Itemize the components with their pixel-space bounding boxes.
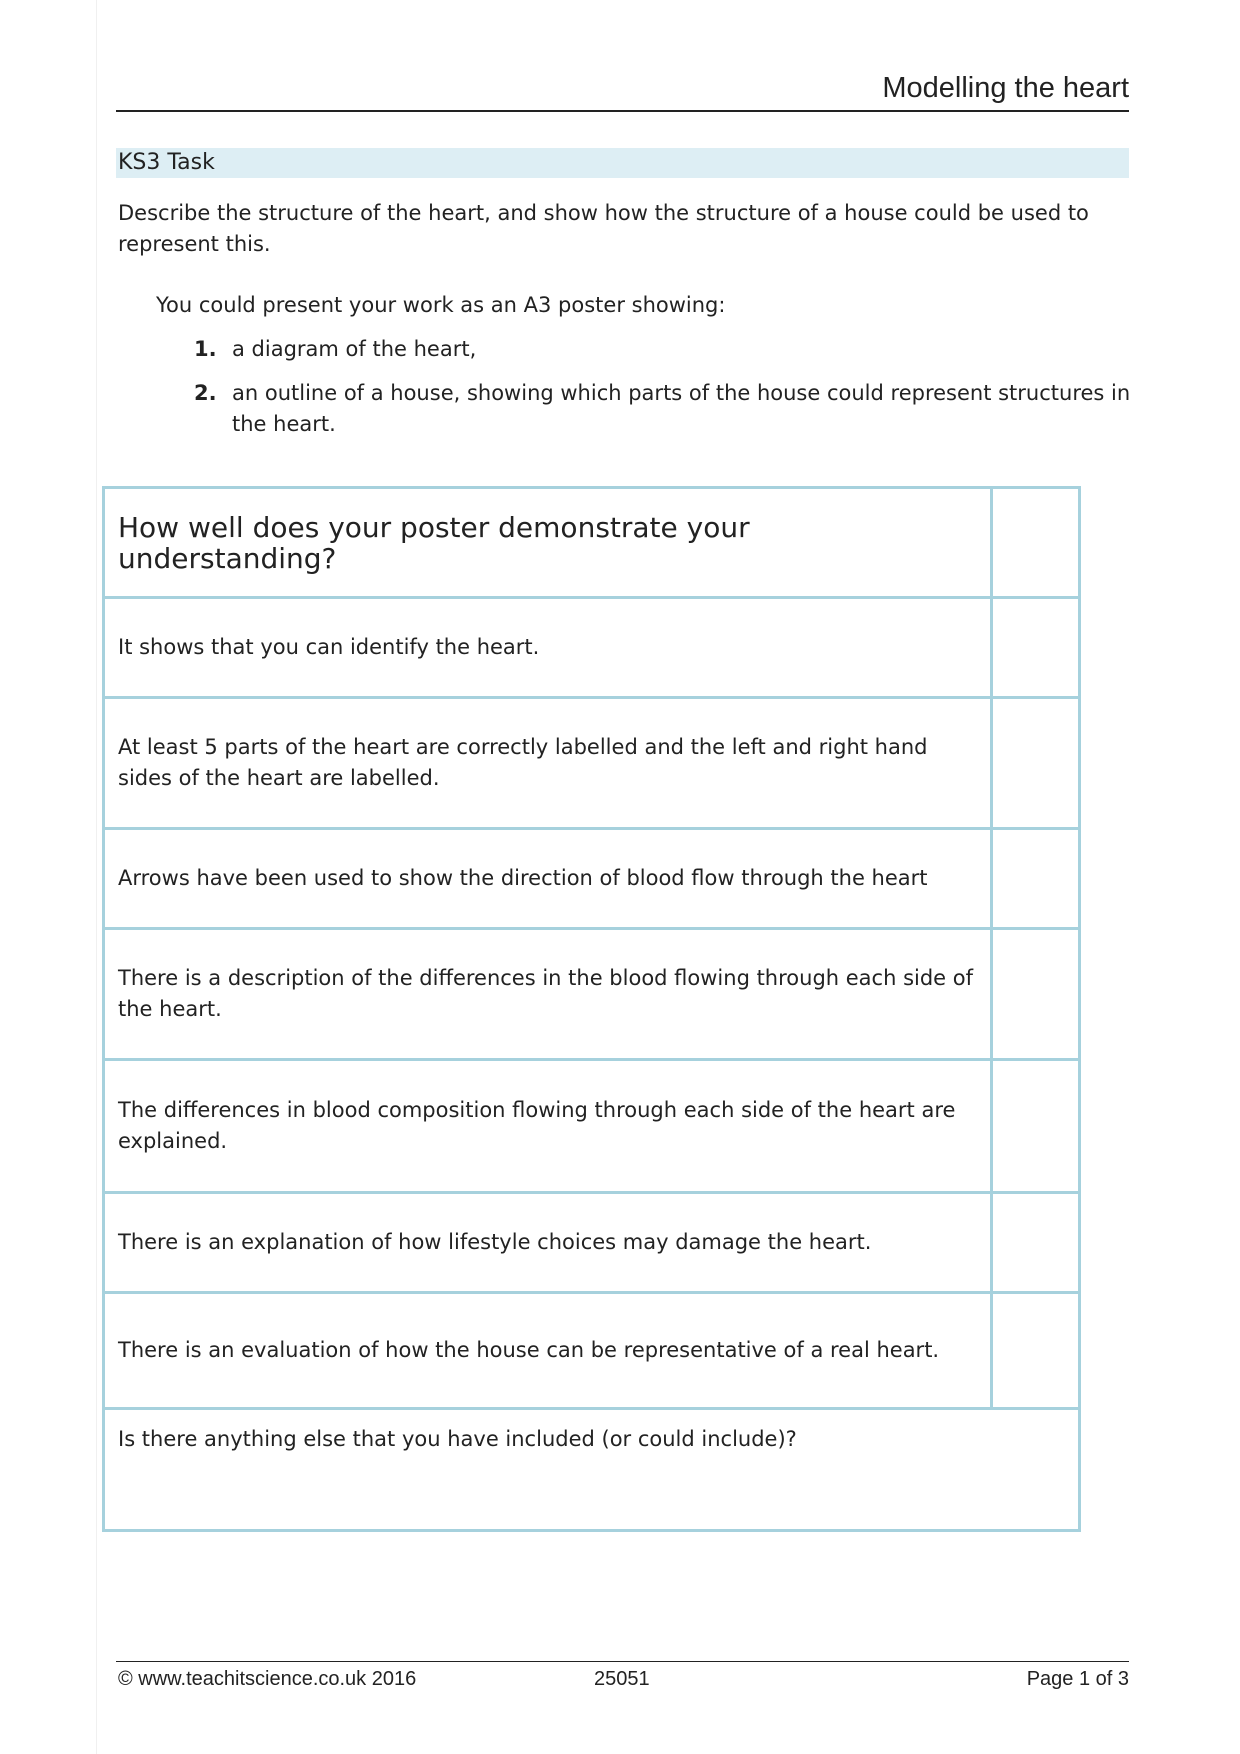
rubric-question: How well does your poster demonstrate your understanding? xyxy=(104,488,992,598)
rubric-criterion: Arrows have been used to show the direction of blood flow through the heart xyxy=(104,829,992,929)
rubric-row xyxy=(104,598,1080,698)
rubric-row xyxy=(104,1293,1080,1409)
rubric-row xyxy=(104,829,1080,929)
page-title: Modelling the heart xyxy=(882,72,1129,104)
task-item xyxy=(194,334,1134,365)
tick-box[interactable] xyxy=(992,829,1080,929)
rubric-final-row xyxy=(104,1409,1080,1531)
tick-box[interactable] xyxy=(992,929,1080,1060)
rubric-criterion: At least 5 parts of the heart are correctly labelled and the left and right hand sides of the heart are labelled. xyxy=(104,698,992,829)
footer-page-number: Page 1 of 3 xyxy=(1026,1668,1129,1690)
footer-resource-code: 25051 xyxy=(594,1668,650,1690)
tick-box[interactable] xyxy=(992,488,1080,598)
rubric-criterion: There is a description of the differences in the blood flowing through each side of the heart. xyxy=(104,929,992,1060)
footer-copyright: © www.teachitscience.co.uk 2016 xyxy=(118,1668,417,1690)
rubric-header-row xyxy=(104,488,1080,598)
task-lead-text: You could present your work as an A3 poster showing: xyxy=(156,293,726,317)
task-text: an outline of a house, showing which parts of the house could represent structures in the heart. xyxy=(232,381,1131,436)
header-rule xyxy=(116,110,1129,112)
rubric-row xyxy=(104,929,1080,1060)
task-number: 1. xyxy=(194,337,217,361)
assessment-rubric-table xyxy=(102,486,1081,1532)
tick-box[interactable] xyxy=(992,1193,1080,1293)
rubric-row xyxy=(104,698,1080,829)
rubric-final-question[interactable]: Is there anything else that you have included (or could include)? xyxy=(104,1409,1080,1531)
tick-box[interactable] xyxy=(992,698,1080,829)
task-description: Describe the structure of the heart, and show how the structure of a house could be used to represent this. xyxy=(118,201,1089,256)
rubric-criterion: There is an explanation of how lifestyle choices may damage the heart. xyxy=(104,1193,992,1293)
rubric-row xyxy=(104,1060,1080,1193)
footer-rule xyxy=(116,1661,1129,1662)
tick-box[interactable] xyxy=(992,1293,1080,1409)
tick-box[interactable] xyxy=(992,1060,1080,1193)
rubric-criterion: The differences in blood composition flowing through each side of the heart are explained. xyxy=(104,1060,992,1193)
rubric-row xyxy=(104,1193,1080,1293)
task-text: a diagram of the heart, xyxy=(232,337,477,361)
task-number: 2. xyxy=(194,381,217,405)
page-edge xyxy=(96,0,97,1754)
task-list xyxy=(194,334,1134,453)
section-heading: KS3 Task xyxy=(116,148,1129,178)
rubric-criterion: It shows that you can identify the heart. xyxy=(104,598,992,698)
rubric-criterion: There is an evaluation of how the house can be representative of a real heart. xyxy=(104,1293,992,1409)
tick-box[interactable] xyxy=(992,598,1080,698)
task-item xyxy=(194,378,1134,440)
